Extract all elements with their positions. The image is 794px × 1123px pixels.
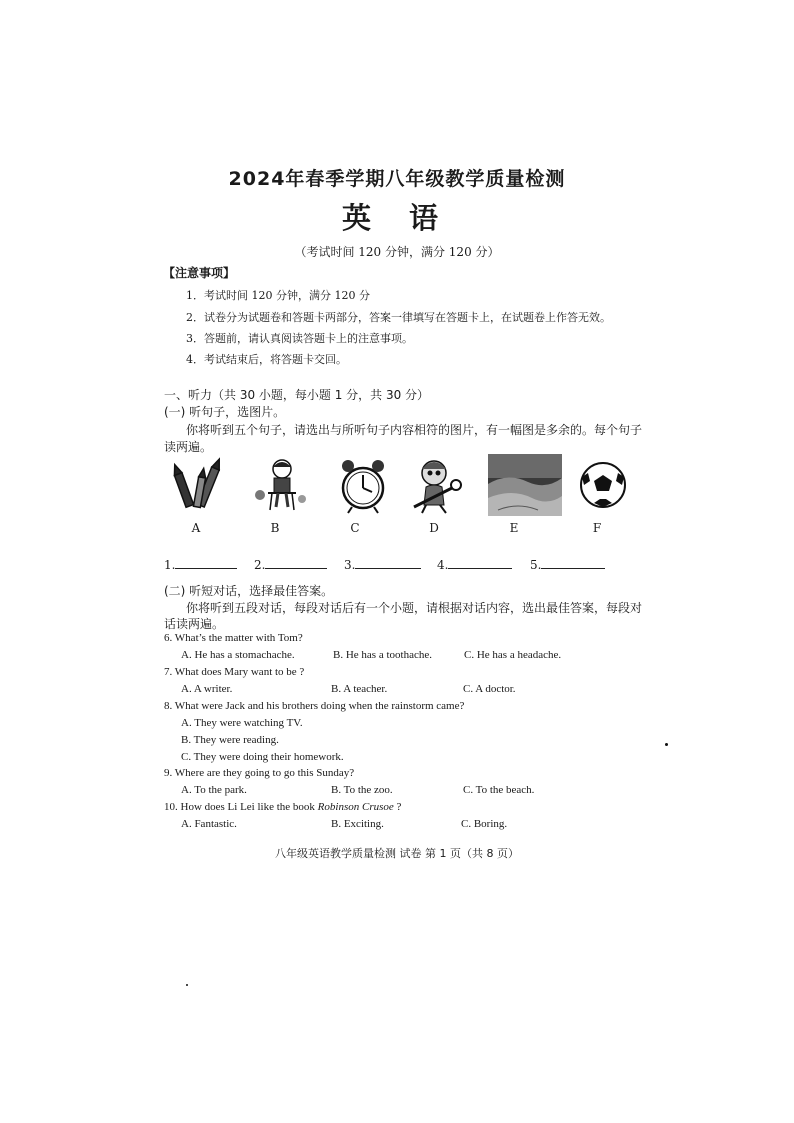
question-text: 6. What’s the matter with Tom? [164, 632, 303, 644]
scan-speck [186, 984, 188, 986]
answer-number: 1. [164, 558, 176, 572]
notice-item: 3．答题前，请认真阅读答题卡上的注意事项。 [186, 332, 413, 345]
picture-label: B [270, 521, 280, 535]
option-a[interactable]: A. To the park. [181, 784, 247, 796]
subject-title: 英 语 [341, 201, 453, 235]
question-text: 8. What were Jack and his brothers doing when the rainstorm came? [164, 700, 465, 712]
page-footer: 八年级英语教学质量检测 试卷 第 1 页（共 8 页） [275, 847, 519, 860]
picture-label: A [191, 521, 201, 535]
answer-blank[interactable] [254, 557, 327, 572]
part1-instruction: 你将听到五个句子，请选出与所听句子内容相符的图片，有一幅图是多余的。每个句子 [186, 423, 643, 437]
child-on-chair-icon [248, 455, 314, 515]
question-text: 7. What does Mary want to be ? [164, 666, 305, 678]
exam-time-note: （考试时间 120 分钟，满分 120 分） [294, 245, 500, 259]
notice-item: 1．考试时间 120 分钟，满分 120 分 [186, 289, 370, 302]
notice-item: 2．试卷分为试题卷和答题卡两部分，答案一律填写在答题卡上，在试题卷上作答无效。 [186, 311, 611, 324]
question-text: 10. How does Li Lei like the book Robinson Crusoe ? [164, 801, 402, 813]
notice-item: 4．考试结束后，将答题卡交回。 [186, 353, 347, 366]
option-a[interactable]: A. They were watching TV. [181, 717, 303, 729]
option-a[interactable]: A. He has a stomachache. [181, 649, 295, 661]
answer-blank[interactable] [437, 557, 512, 572]
picture-label: F [592, 521, 602, 535]
monkey-king-icon [406, 455, 472, 515]
option-a[interactable]: A. A writer. [181, 683, 233, 695]
option-b[interactable]: B. He has a toothache. [333, 649, 432, 661]
answer-blank[interactable] [344, 557, 421, 572]
section-listening-heading: 一、听力（共 30 小题，每小题 1 分，共 30 分） [164, 388, 430, 402]
option-b[interactable]: B. A teacher. [331, 683, 388, 695]
option-c[interactable]: C. A doctor. [463, 683, 516, 695]
answer-number: 2. [254, 558, 266, 572]
option-b[interactable]: B. To the zoo. [331, 784, 393, 796]
option-b[interactable]: B. They were reading. [181, 734, 279, 746]
option-c[interactable]: C. They were doing their homework. [181, 751, 344, 763]
book-title: Robinson Crusoe [317, 801, 394, 813]
picture-label: C [350, 521, 360, 535]
crayons-icon [166, 455, 232, 515]
option-c[interactable]: C. To the beach. [463, 784, 535, 796]
answer-number: 4. [437, 558, 449, 572]
question-text: 9. Where are they going to go this Sunday? [164, 767, 355, 779]
alarm-clock-icon [330, 455, 396, 515]
answer-blank[interactable] [164, 557, 237, 572]
picture-label: E [509, 521, 519, 535]
option-c[interactable]: C. Boring. [461, 818, 508, 830]
answer-number: 5. [530, 558, 542, 572]
part1-heading: (一) 听句子，选图片。 [164, 405, 286, 419]
option-c[interactable]: C. He has a headache. [464, 649, 562, 661]
exam-title: 2024年春季学期八年级教学质量检测 [228, 168, 566, 190]
option-b[interactable]: B. Exciting. [331, 818, 384, 830]
part1-instruction-cont: 读两遍。 [164, 440, 213, 454]
option-a[interactable]: A. Fantastic. [181, 818, 237, 830]
scan-speck [665, 743, 668, 746]
notice-heading: 【注意事项】 [163, 266, 236, 280]
part2-instruction-cont: 话读两遍。 [164, 617, 225, 631]
desert-photo-icon [488, 454, 562, 516]
soccer-ball-icon [570, 455, 636, 515]
answer-number: 3. [344, 558, 356, 572]
part2-heading: (二) 听短对话，选择最佳答案。 [164, 584, 334, 598]
part2-instruction: 你将听到五段对话，每段对话后有一个小题，请根据对话内容，选出最佳答案，每段对 [186, 601, 643, 615]
answer-blank[interactable] [530, 557, 605, 572]
picture-label: D [429, 521, 439, 535]
